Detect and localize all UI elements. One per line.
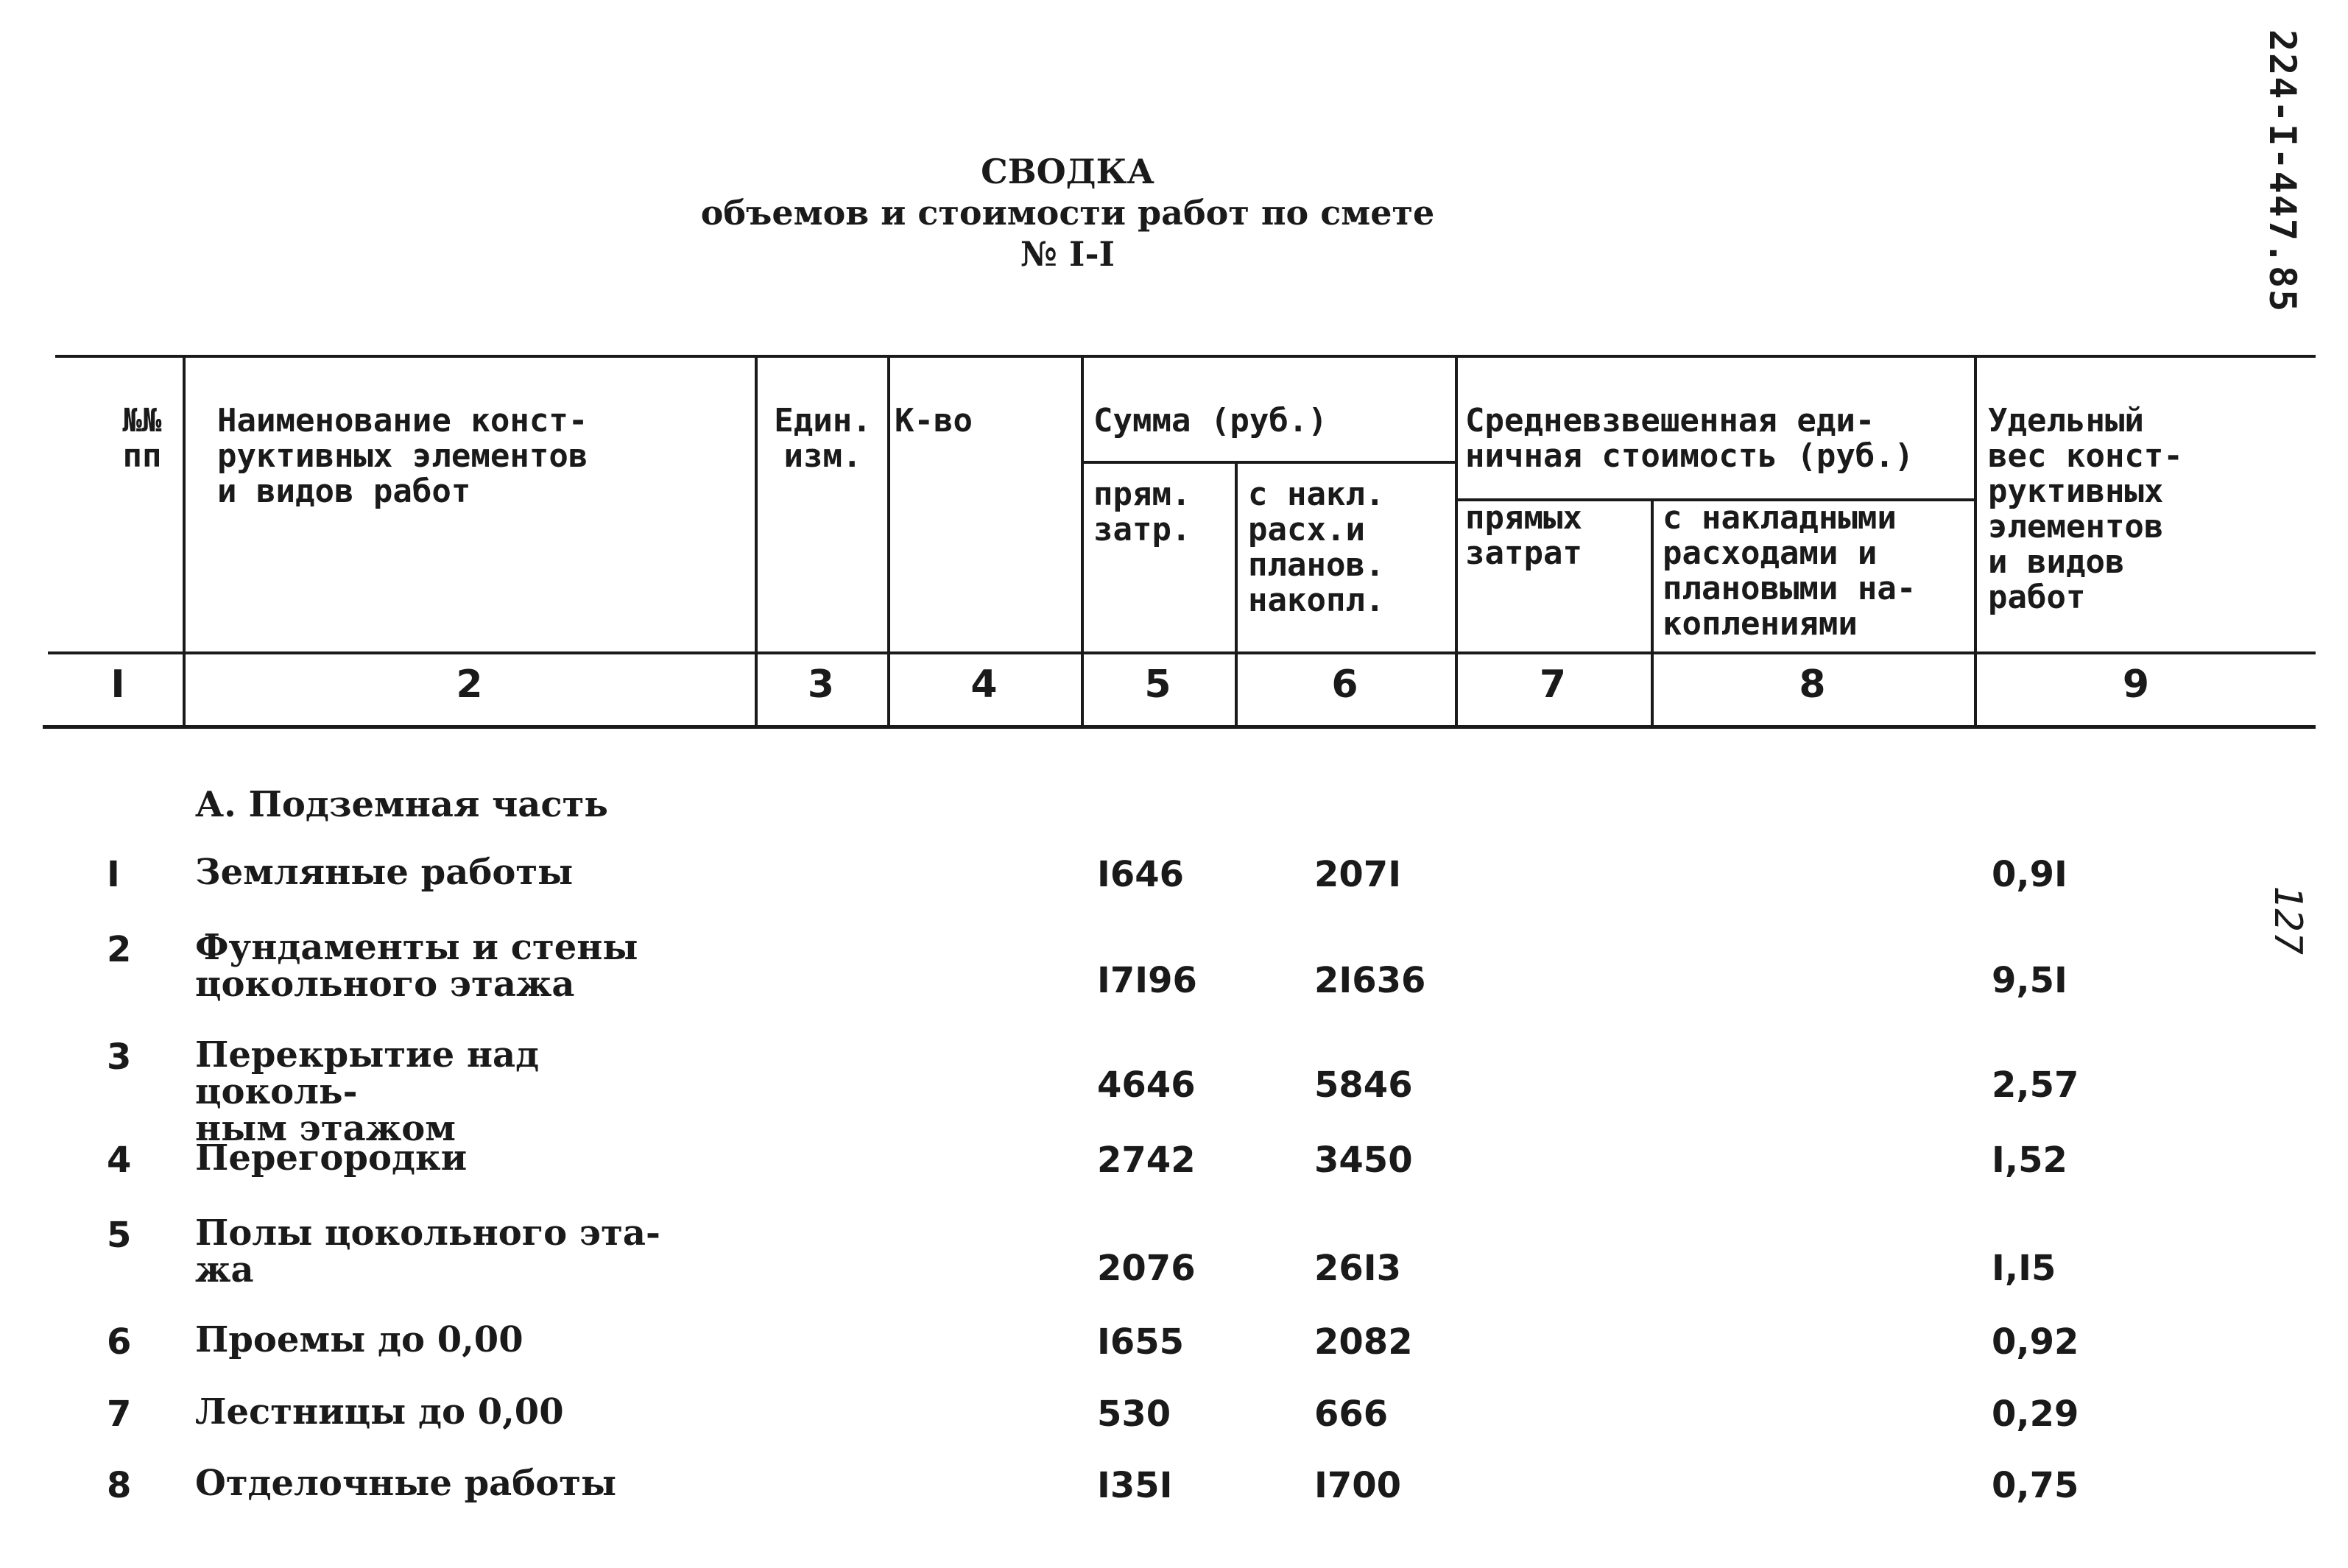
row-overhead-cost: 5846: [1314, 1064, 1413, 1106]
document-code: 224-I-447.85: [2261, 29, 2304, 314]
header-col-weight: Удельный вес конст- руктивных элементов и видов работ: [1988, 402, 2183, 616]
column-number-2: 2: [456, 663, 483, 707]
column-number-9: 9: [2122, 663, 2150, 707]
row-name: Перегородки: [195, 1137, 468, 1179]
row-weight: I,52: [1992, 1140, 2067, 1181]
row-number: 2: [107, 929, 132, 970]
row-direct-cost: 530: [1097, 1394, 1171, 1435]
row-direct-cost: 4646: [1097, 1064, 1196, 1106]
header-col-unit: Един. изм.: [774, 402, 872, 475]
row-weight: 0,75: [1992, 1465, 2079, 1506]
row-number: 5: [107, 1215, 132, 1256]
row-name: Лестницы до 0,00: [195, 1391, 564, 1433]
row-name: Перекрытие над цоколь- ным этажом: [195, 1034, 540, 1149]
table-row: [0, 929, 2209, 1032]
row-direct-cost: 2076: [1097, 1248, 1196, 1289]
row-name: Фундаменты и стены цокольного этажа: [195, 927, 638, 1005]
header-avg-group: Средневзвешенная еди- ничная стоимость (руб.): [1465, 402, 1914, 475]
header-col-avg-overhead: с накладными расходами и плановыми на- коплениями: [1663, 499, 1917, 643]
row-weight: 9,5I: [1992, 960, 2067, 1001]
row-number: 4: [107, 1140, 132, 1181]
row-overhead-cost: 26I3: [1314, 1248, 1402, 1289]
column-number-1: I: [110, 663, 125, 707]
row-overhead-cost: 2082: [1314, 1321, 1413, 1363]
column-number-8: 8: [1799, 663, 1826, 707]
row-number: 6: [107, 1321, 132, 1363]
row-number: 8: [107, 1465, 132, 1506]
row-direct-cost: I35I: [1097, 1465, 1173, 1506]
sum-group-rule: [1082, 461, 1456, 464]
row-direct-cost: I655: [1097, 1321, 1185, 1363]
row-name: Проемы до 0,00: [195, 1319, 523, 1360]
row-weight: 0,29: [1992, 1394, 2079, 1435]
row-name: Отделочные работы: [195, 1463, 617, 1504]
table-row: [0, 1212, 2209, 1318]
row-weight: 0,92: [1992, 1321, 2079, 1363]
row-overhead-cost: 666: [1314, 1394, 1389, 1435]
row-weight: 2,57: [1992, 1064, 2079, 1106]
row-overhead-cost: 207I: [1314, 854, 1402, 895]
row-overhead-cost: 2I636: [1314, 960, 1426, 1001]
row-number: I: [107, 854, 120, 895]
title-line-2: объемов и стоимости работ по смете: [700, 193, 1435, 233]
title-line-1: СВОДКА: [981, 152, 1154, 191]
header-col-quantity: К-во: [895, 402, 973, 439]
column-number-3: 3: [807, 663, 835, 707]
row-direct-cost: 2742: [1097, 1140, 1196, 1181]
title-block: [515, 151, 1620, 275]
row-number: 7: [107, 1394, 132, 1435]
row-weight: 0,9I: [1992, 854, 2067, 895]
table-row: [0, 1465, 2209, 1568]
title-line-3: № I-I: [1020, 234, 1115, 274]
row-overhead-cost: 3450: [1314, 1140, 1413, 1181]
section-title: А. Подземная часть: [195, 784, 608, 825]
header-col-number: №№ пп: [122, 402, 162, 475]
row-name: Полы цокольного эта- жа: [195, 1212, 660, 1290]
table-row: [0, 1034, 2209, 1149]
header-col-overhead: с накл. расх.и планов. накопл.: [1248, 476, 1385, 619]
header-sum-group: Сумма (руб.): [1093, 402, 1328, 439]
row-name: Земляные работы: [195, 852, 574, 893]
column-number-7: 7: [1539, 663, 1567, 707]
column-number-6: 6: [1331, 663, 1358, 707]
row-weight: I,I5: [1992, 1248, 2056, 1289]
header-col-avg-direct: прямых затрат: [1465, 499, 1582, 572]
row-number: 3: [107, 1036, 132, 1078]
row-direct-cost: I646: [1097, 854, 1185, 895]
row-direct-cost: I7I96: [1097, 960, 1197, 1001]
page-number: 127: [2265, 886, 2310, 955]
header-col-name: Наименование конст- руктивных элементов и видов работ: [217, 402, 588, 510]
column-number-4: 4: [970, 663, 998, 707]
header-col-direct: прям. затр.: [1093, 476, 1191, 548]
column-number-5: 5: [1144, 663, 1171, 707]
row-overhead-cost: I700: [1314, 1465, 1402, 1506]
